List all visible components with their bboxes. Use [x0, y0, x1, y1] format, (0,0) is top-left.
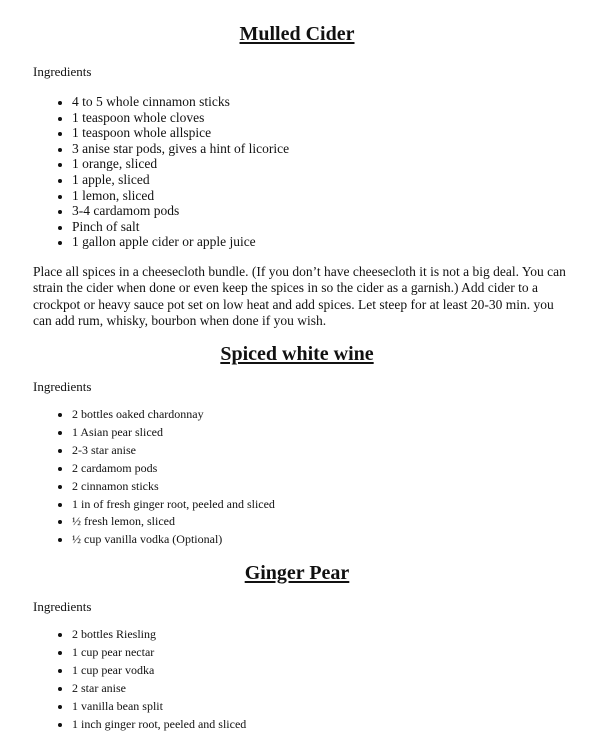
ingredients-label: Ingredients — [33, 379, 92, 394]
list-item: • 1 orange, sliced — [72, 156, 289, 172]
list-item: • 1 in of fresh ginger root, peeled and sliced — [72, 496, 275, 514]
list-item: • 1 lemon, sliced — [72, 188, 289, 204]
ingredient-list-ginger-pear — [38, 626, 246, 733]
list-item: • 3 anise star pods, gives a hint of licorice — [72, 141, 289, 157]
list-item: • 2 bottles Riesling — [72, 626, 246, 644]
list-item: • 1 cup pear nectar — [72, 644, 246, 662]
list-item: • Pinch of salt — [72, 219, 289, 235]
list-item: • ½ fresh lemon, sliced — [72, 513, 275, 531]
recipe-title-mulled-cider: Mulled Cider — [239, 23, 355, 45]
instructions-paragraph: Place all spices in a cheesecloth bundle. (If you don’t have cheesecloth it is not a big deal. You can strain the cider when done or even keep the spices in so the cider as a garnish.) Add cider to a crockpot or heavy sauce pot set on low heat and add spices. Let steep for at least 20-30 min. you can add rum, whisky, bourbon when done if you wish. — [33, 264, 566, 328]
list-item: • 1 inch ginger root, peeled and sliced — [72, 716, 246, 734]
list-item: • 2-3 star anise — [72, 442, 275, 460]
ingredient-list-mulled-cider — [38, 94, 289, 250]
list-item: • 1 apple, sliced — [72, 172, 289, 188]
list-item: • 2 bottles oaked chardonnay — [72, 406, 275, 424]
list-item: • 1 cup pear vodka — [72, 662, 246, 680]
ingredients-label: Ingredients — [33, 599, 92, 614]
recipe-title-ginger-pear: Ginger Pear — [244, 562, 350, 584]
list-item: • 2 cinnamon sticks — [72, 478, 275, 496]
list-item: • 1 gallon apple cider or apple juice — [72, 234, 289, 250]
ingredients-label: Ingredients — [33, 64, 92, 79]
list-item: • 1 teaspoon whole allspice — [72, 125, 289, 141]
list-item: • 2 cardamom pods — [72, 460, 275, 478]
list-item: • 2 star anise — [72, 680, 246, 698]
ingredient-list-spiced-white-wine — [38, 406, 275, 549]
list-item: • 3-4 cardamom pods — [72, 203, 289, 219]
list-item: • 1 vanilla bean split — [72, 698, 246, 716]
list-item: • 1 teaspoon whole cloves — [72, 110, 289, 126]
list-item: • 1 Asian pear sliced — [72, 424, 275, 442]
recipe-title-spiced-white-wine: Spiced white wine — [220, 343, 374, 365]
list-item: • ½ cup vanilla vodka (Optional) — [72, 531, 275, 549]
list-item: • 4 to 5 whole cinnamon sticks — [72, 94, 289, 110]
